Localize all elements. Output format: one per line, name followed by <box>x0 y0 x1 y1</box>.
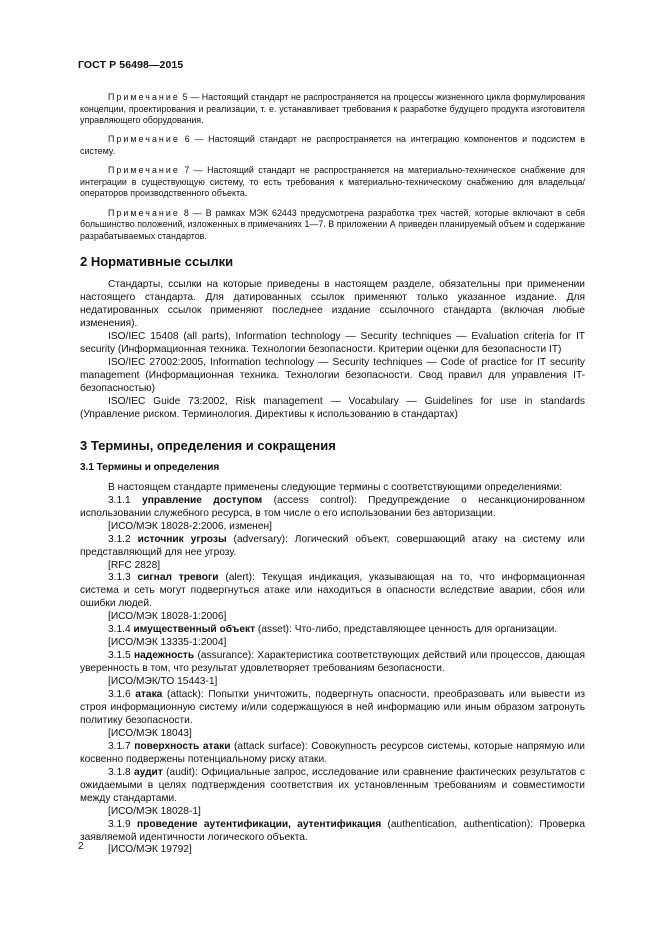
term-3-1-4: 3.1.4 имущественный объект (asset): Что-либо, представляющее ценность для организации. <box>108 624 558 636</box>
page-number: 2 <box>78 841 84 852</box>
reference-iso-27002: ISO/IEC 27002:2005, Information technology — Security techniques — Code of practice for IT security management (Информационная техника. Технологии безопасности. Свод правил для управления IT-безопасностью) <box>80 357 585 394</box>
section-2-intro: Стандарты, ссылки на которые приведены в настоящем разделе, обязательны при применении настоящего стандарта. Для датированных ссылок применяют только указанное издание. Для недатированных ссылок применяют последнее издание ссылочного стандарта (включая любые изменения). <box>80 279 585 330</box>
term-3-1-1: 3.1.1 управление доступом (access control): Предупреждение о несанкционированном использовании служебного ресурса, в том числе о его использовании без авторизации. <box>80 494 585 519</box>
term-3-1-8: 3.1.8 аудит (audit): Официальные запрос, исследование или сравнение фактических результатов с ожидаемыми в целях подтверждения соответствия их установленным требованиям и совместимости между стандартами. <box>80 766 585 804</box>
note-8: Примечание 8 — В рамках МЭК 62443 предусмотрена разработка трех частей, которые включают в себя большинство положений, изложенных в примечаниях 1—7. В приложении А приведен планируемый объем и содержание разрабатываемых стандартов. <box>80 207 585 241</box>
term-source: [ИСО/МЭК 13335-1:2004] <box>108 637 227 649</box>
term-source: [ИСО/МЭК 18043] <box>108 727 192 739</box>
page-content <box>80 92 585 857</box>
note-7: Примечание 7 — Настоящий стандарт не распространяется на материально-техническое снабжение для интеграции в существующую систему, то есть требования к материально-техническому снабжению для владельца/операторов производственного объекта. <box>80 165 586 199</box>
term-3-1-3: 3.1.3 сигнал тревоги (alert): Текущая индикация, указывающая на то, что информационная система и сеть могут подвергнуться атаке или находиться в опасности вследствие аварии, сбоя или ошибки людей. <box>80 572 585 610</box>
section-3-title: 3 Термины, определения и сокращения <box>80 437 336 453</box>
section-normative-references <box>80 254 585 421</box>
term-source: [ИСО/МЭК/ТО 15443-1] <box>108 676 218 688</box>
term-3-1-6: 3.1.6 атака (attack): Попытки уничтожить, подвергнуть опасности, преобразовать или вывести из строя информационную систему и/или содержащуюся в ней информацию или иным образом затронуть политику безопасности. <box>80 689 585 726</box>
term-source: [ИСО/МЭК 18028-2:2006, изменен] <box>108 520 272 532</box>
reference-iso-15408: ISO/IEC 15408 (all parts), Information technology — Security techniques — Evaluation criteria for IT security (Информационная техника. Технологии безопасности. Критерии оценки для безопасности IT) <box>80 331 585 356</box>
term-source: [RFC 2828] <box>108 559 161 571</box>
term-3-1-7: 3.1.7 поверхность атаки (attack surface): Совокупность ресурсов системы, которые напрямую или косвенно подвержены потенциальному риску атаки. <box>80 740 585 765</box>
notes-block <box>80 92 585 242</box>
section-terms <box>80 438 585 858</box>
reference-iso-guide-73: ISO/IEC Guide 73:2002, Risk management — Vocabulary — Guidelines for use in standards (Управление риском. Терминология. Директивы к использованию в стандартах) <box>80 395 585 420</box>
document-header: ГОСТ Р 56498—2015 <box>78 59 184 71</box>
term-source: [ИСО/МЭК 18028-1] <box>108 805 201 817</box>
note-6: Примечание 6 — Настоящий стандарт не распространяется на интеграцию компонентов и подсистем в систему. <box>80 134 585 156</box>
term-source: [ИСО/МЭК 18028-1:2006] <box>108 611 227 623</box>
subsection-3-1-title: 3.1 Термины и определения <box>80 461 220 473</box>
note-5: Примечание 5 — Настоящий стандарт не распространяется на процессы жизненного цикла формулирования концепции, проектирования и реализации, т. е. устанавливает требования к разработке будущего продукта изготовителя управляющего оборудования. <box>80 92 585 126</box>
term-3-1-5: 3.1.5 надежность (assurance): Характеристика соответствующих действий или процессов, дающая уверенность в том, что результат удовлетворяет требованиям безопасности. <box>80 650 585 675</box>
term-3-1-9: 3.1.9 проведение аутентификации, аутентификация (authentication, authentication): Проверка заявляемой идентичности логического объекта. <box>80 818 585 843</box>
section-3-intro: В настоящем стандарте применены следующие термины с соответствующими определениями: <box>108 481 563 493</box>
term-3-1-2: 3.1.2 источник угрозы (adversary): Логический объект, совершающий атаку на систему или представляющий для нее угрозу. <box>80 533 585 558</box>
term-source: [ИСО/МЭК 19792] <box>108 844 192 856</box>
section-2-title: 2 Нормативные ссылки <box>80 254 234 270</box>
